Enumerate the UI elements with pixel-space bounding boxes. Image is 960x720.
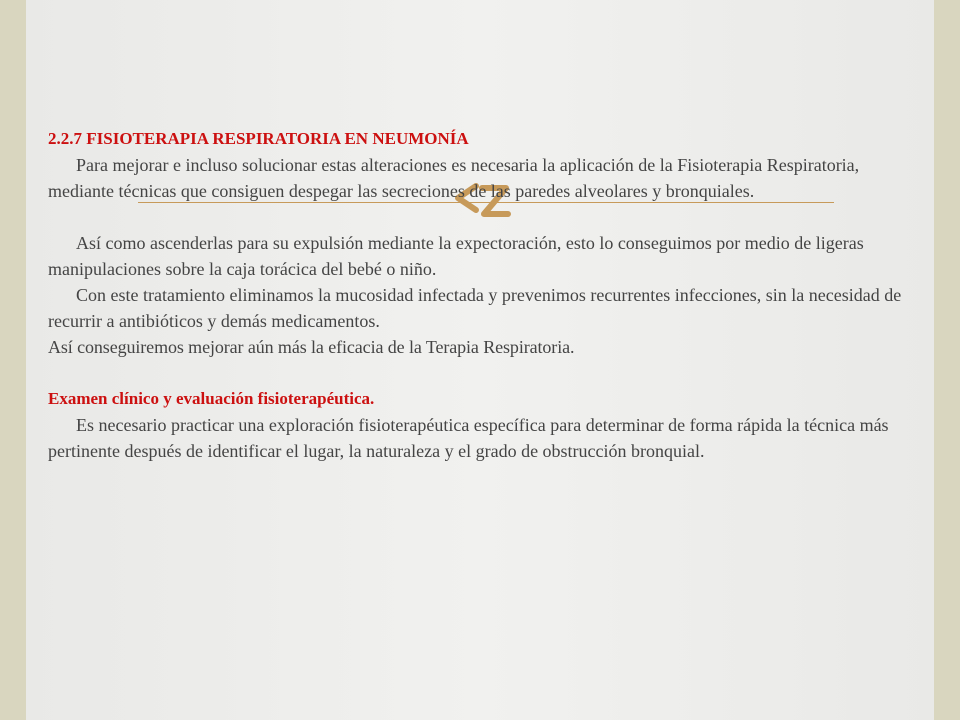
slide-content [48, 126, 928, 464]
spacer [48, 360, 928, 386]
paragraph-expectoracion: Así como ascenderlas para su expulsión mediante la expectoración, esto lo conseguimos por medio de ligeras manipulaciones sobre la caja torácica del bebé o niño. [48, 233, 864, 279]
paragraph-eficacia: Así conseguiremos mejorar aún más la eficacia de la Terapia Respiratoria. [48, 337, 575, 357]
paragraph-fisioterapia: Para mejorar e incluso solucionar estas alteraciones es necesaria la aplicación de la Fisioterapia Respiratoria, mediante técnicas que consiguen despegar las secreciones de las paredes alveolares y bronquiales. [48, 155, 860, 201]
spacer [48, 204, 928, 230]
section-heading: 2.2.7 FISIOTERAPIA RESPIRATORIA EN NEUMONÍA [48, 129, 469, 148]
paragraph-tratamiento: Con este tratamiento eliminamos la mucosidad infectada y prevenimos recurrentes infecciones, sin la necesidad de recurrir a antibióticos y demás medicamentos. [48, 285, 902, 331]
paragraph-exploracion: Es necesario practicar una exploración fisioterapéutica específica para determinar de forma rápida la técnica más pertinente después de identificar el lugar, la naturaleza y el grado de obstrucción bronquial. [48, 415, 889, 461]
exam-heading: Examen clínico y evaluación fisioterapéutica. [48, 389, 375, 408]
